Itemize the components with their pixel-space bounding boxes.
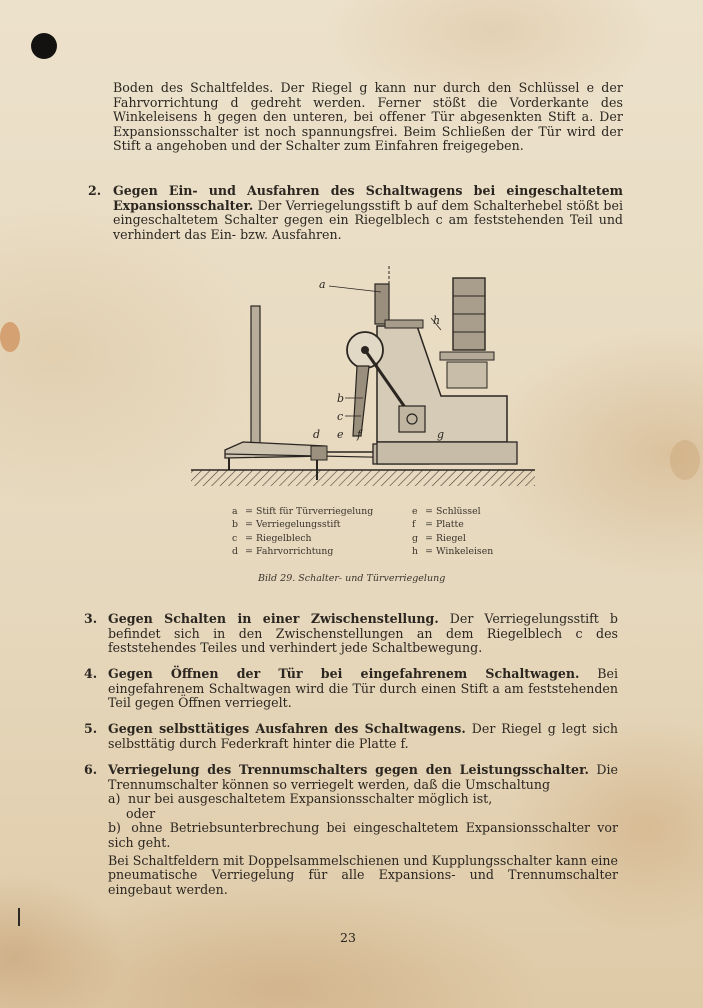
legend-row [232,505,522,518]
legend-right [412,532,466,545]
sub-label: a) [108,791,121,807]
item-heading: Gegen Schalten in einer Zwischenstellung. [108,611,439,626]
legend-equals: = [245,532,253,544]
item-body [108,763,618,897]
margin-mark [18,908,20,926]
legend-left [232,518,341,531]
or-word: oder [126,805,156,821]
legend-equals: = [425,546,433,558]
legend-row [232,545,522,558]
page-number: 23 [340,930,356,945]
closing-text: Bei Schaltfeldern mit Doppelsammelschienen und Kupplungsschalter kann eine pneumatische Verriegelung für alle Expansions- und Trennumschalter eingebaut werden. [108,852,618,897]
figure-label-g: g [437,428,445,441]
door-pole [251,306,260,446]
sub-label: b) [108,820,121,836]
intro-paragraph [113,81,623,154]
legend-text: Schlüssel [436,506,481,517]
floor-hatching [191,470,535,486]
figure-caption: Bild 29. Schalter- und Türverriegelung [258,573,446,584]
item-number: 2. [88,183,102,198]
figure-label-a: a [319,278,326,291]
figure-label-e: e [337,428,344,441]
legend-letter: c [232,532,238,544]
intro-text: Boden des Schaltfeldes. Der Riegel g kann nur durch den Schlüssel e der Fahrvorrichtung d gedreht werden. Ferner stößt die Vorderkante des Winkeleisens h gegen den unteren, bei offener Tür abgesenkten Stift a. Der Expansionsschalter ist noch spannungsfrei. Beim Schließen der Tür wird der Stift a angehoben und der Schalter zum Einfahren freigegeben. [113,80,623,154]
leader-a [329,286,381,292]
insulator-cap [440,352,494,360]
legend-text: Platte [436,519,464,531]
item-text: Der Riegel g legt sich selbsttätig durch Federkraft hinter die Platte f. [108,721,618,751]
legend-right [412,505,481,518]
top-bracket [375,284,389,324]
legend-row [232,532,522,545]
figure-label-f: f [357,428,362,441]
legend-equals: = [245,506,253,517]
figure-label-c: c [337,410,344,423]
item-heading: Gegen Öffnen der Tür bei eingefahrenem Schaltwagen. [108,666,580,681]
item-text: Bei eingefahrenem Schaltwagen wird die Tür durch einen Stift a am feststehenden Teil gegen Öffnen verriegelt. [108,666,618,711]
legend-text: Fahrvorrichtung [256,546,334,558]
figure-label-h: h [433,314,441,327]
item-text: Die Trennumschalter können so verriegelt werden, daß die Umschaltung [108,762,618,792]
legend-equals: = [425,519,433,531]
legend-letter: e [412,506,418,517]
switch-door-interlock-figure [185,266,540,496]
legend-text: Winkeleisen [436,546,494,558]
legend-letter: h [412,546,418,558]
item-number: 5. [84,721,98,736]
sub-text: ohne Betriebsunterbrechung bei eingeschaltetem Expansionsschalter vor sich geht. [108,820,618,850]
item-number: 3. [84,611,98,626]
legend-equals: = [245,546,253,558]
figure-drawing [185,266,540,496]
legend-right [412,518,464,531]
legend-left [232,532,312,545]
legend-equals: = [245,519,253,531]
legend-text: Riegel [436,532,466,544]
paper-stain [670,440,700,480]
item-heading: Gegen selbsttätiges Ausfahren des Schaltwagens. [108,721,466,736]
insulator-base [447,362,487,388]
sub-text: nur bei ausgeschaltetem Expansionsschalter möglich ist, [128,791,493,807]
legend-equals: = [425,506,433,517]
legend-letter: g [412,532,418,544]
legend-letter: b [232,519,238,531]
rust-stain [0,322,20,352]
figure-label-d: d [313,428,321,441]
figure-legend [232,505,522,559]
item-text: Der Verriegelungsstift b auf dem Schalterhebel stößt bei eingeschaltetem Schalter gegen ein Riegelblech c am feststehenden Teil und verhindert das Ein- bzw. Ausfahren. [113,197,623,242]
punch-hole [31,33,57,59]
legend-right [412,545,493,558]
legend-letter: f [412,519,416,531]
carriage-block [311,446,327,460]
figure-label-b: b [337,392,345,405]
legend-row [232,518,522,531]
item-body [108,612,618,656]
item-number: 6. [84,762,98,777]
item-body [113,184,623,242]
sub-item-a [108,792,618,807]
legend-left [232,505,373,518]
item-text: Der Verriegelungsstift b befindet sich in den Zwischenstellungen an dem Riegelblech c des feststehendes Teiles und verhindert jede Schaltbewegung. [108,611,618,656]
legend-text: Stift für Türverriegelung [256,506,374,517]
legend-text: Riegelblech [256,532,312,544]
lever-arm [353,366,369,436]
legend-letter: d [232,546,238,558]
legend-letter: a [232,506,238,517]
sub-item-b [108,821,618,850]
item-heading: Gegen Ein- und Ausfahren des Schaltwagens bei eingeschaltetem Expansionsschalter. [113,183,623,213]
item-number: 4. [84,666,98,681]
cabinet-base [377,442,517,464]
legend-equals: = [425,532,433,544]
item-body [108,667,618,711]
legend-text: Verriegelungsstift [256,519,341,531]
item-body [108,722,618,751]
linkage-block [399,406,425,432]
item-heading: Verriegelung des Trennumschalters gegen den Leistungsschalter. [108,762,589,777]
plate-top [385,320,423,328]
legend-left [232,545,333,558]
